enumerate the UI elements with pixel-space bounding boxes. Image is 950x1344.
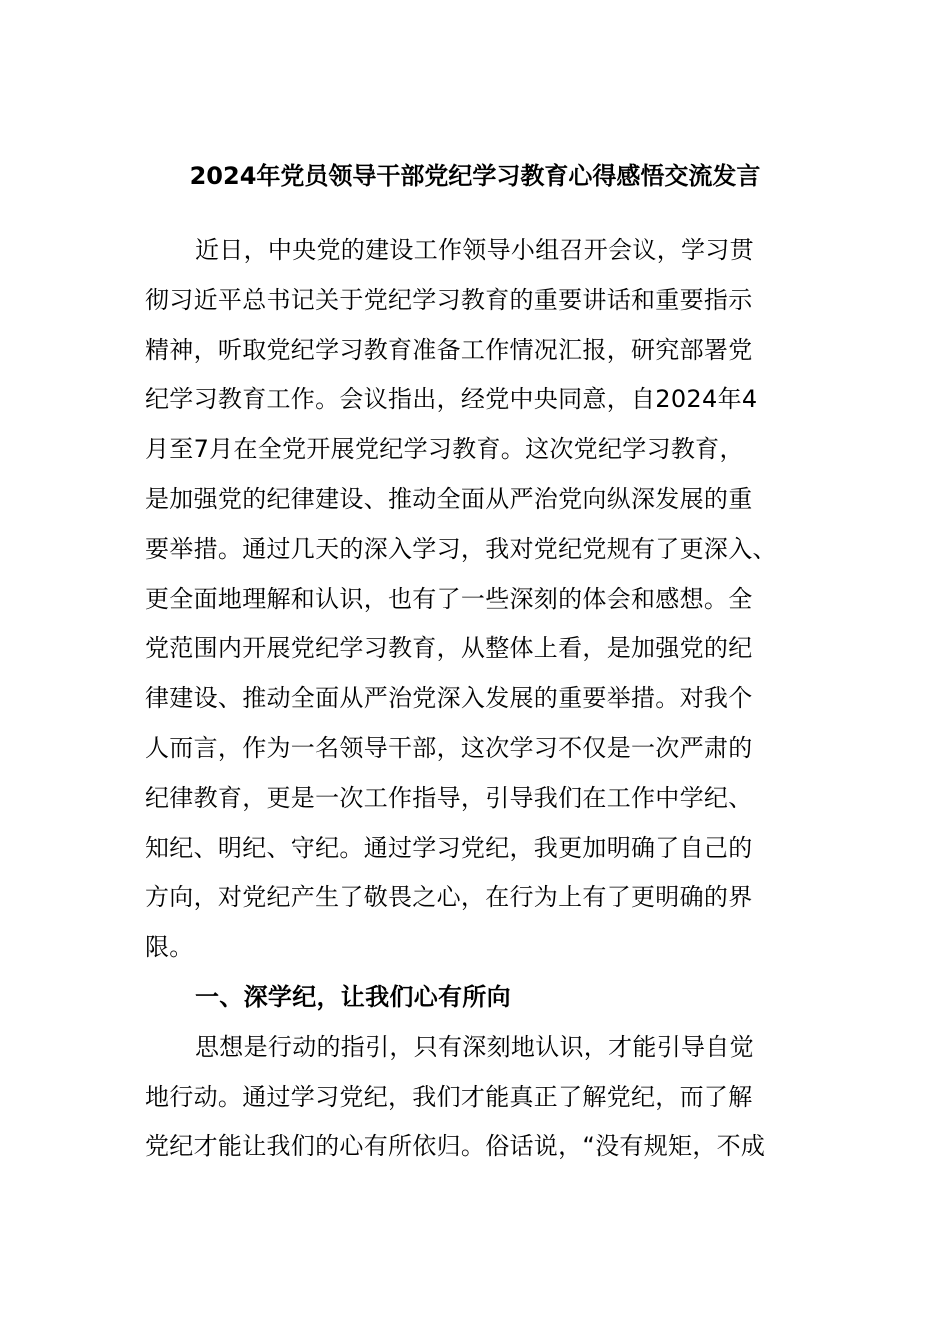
document-title: 2024年党员领导干部党纪学习教育心得感悟交流发言 (189, 162, 761, 190)
text-line: 彻习近平总书记关于党纪学习教育的重要讲话和重要指示 (145, 285, 753, 314)
text-line: 地行动。通过学习党纪，我们才能真正了解党纪，而了解 (145, 1082, 753, 1111)
text-line: 是加强党的纪律建设、推动全面从严治党向纵深发展的重 (145, 484, 753, 513)
text-line: 要举措。通过几天的深入学习，我对党纪党规有了更深入、 (145, 534, 777, 563)
text-line: 纪律教育，更是一次工作指导，引导我们在工作中学纪、 (145, 783, 753, 812)
text-line: 人而言，作为一名领导干部，这次学习不仅是一次严肃的 (145, 733, 753, 762)
document-body (145, 226, 813, 1172)
text-line: 党范围内开展党纪学习教育，从整体上看，是加强党的纪 (145, 634, 753, 663)
section-heading: 一、深学纪，让我们心有所向 (195, 982, 511, 1011)
text-line: 纪学习教育工作。会议指出，经党中央同意，自2024年4 (145, 385, 758, 414)
text-line: 思想是行动的指引，只有深刻地认识，才能引导自觉 (195, 1032, 754, 1061)
text-line: 近日，中央党的建设工作领导小组召开会议，学习贯 (195, 236, 754, 264)
text-line: 党纪才能让我们的心有所依归。俗话说，“没有规矩，不成 (145, 1132, 766, 1161)
text-line: 方向，对党纪产生了敬畏之心，在行为上有了更明确的界 (145, 883, 753, 912)
text-line: 月至7月在全党开展党纪学习教育。这次党纪学习教育， (145, 435, 744, 464)
text-line: 限。 (145, 933, 194, 962)
text-line: 精神，听取党纪学习教育准备工作情况汇报，研究部署党 (145, 335, 753, 364)
text-line: 更全面地理解和认识，也有了一些深刻的体会和感想。全 (145, 584, 753, 613)
text-line: 律建设、推动全面从严治党深入发展的重要举措。对我个 (145, 684, 753, 713)
text-line: 知纪、明纪、守纪。通过学习党纪，我更加明确了自己的 (145, 833, 753, 862)
